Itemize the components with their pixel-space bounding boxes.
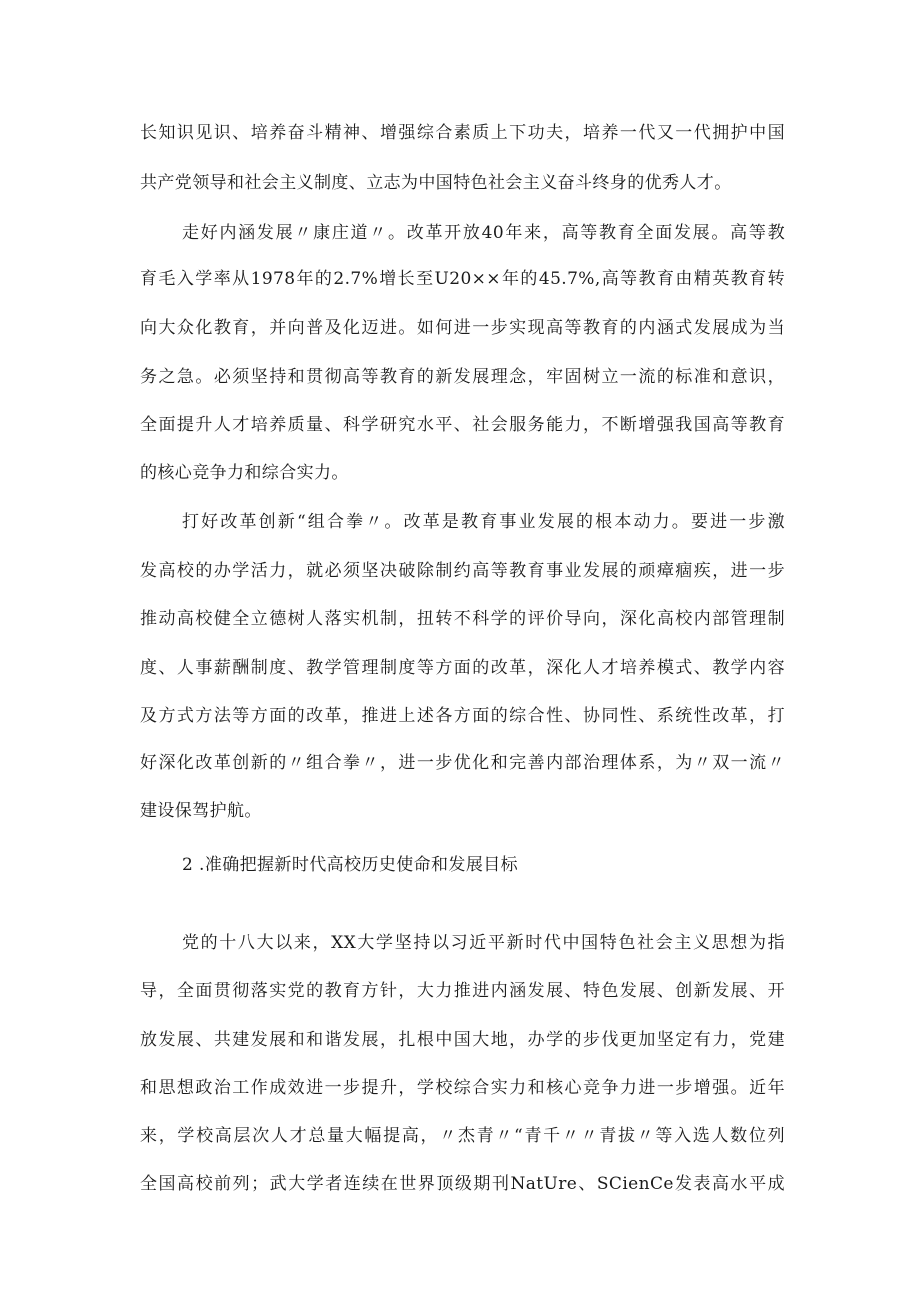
para2-line-5: 全面提升人才培养质量、科学研究水平、社会服务能力，不断增强我国高等教育 [140,415,785,435]
para2-line-4: 务之急。必须坚持和贯彻高等教育的新发展理念，牢固树立一流的标准和意识， [140,367,785,387]
para3-line-5: 及方式方法等方面的改革，推进上述各方面的综合性、协同性、系统性改革，打 [140,706,785,726]
para4-line-2: 导，全面贯彻落实党的教育方针，大力推进内涵发展、特色发展、创新发展、开 [140,981,785,1001]
para3-line-1: 打好改革创新“组合拳〃。改革是教育事业发展的根本动力。要进一步激 [182,512,785,532]
para3-line-4: 度、人事薪酬制度、教学管理制度等方面的改革，深化人才培养模式、教学内容 [140,658,785,678]
para4-line-5: 来，学校高层次人才总量大幅提高，〃杰青〃“青千〃〃青拔〃等入选人数位列 [140,1126,785,1146]
para1-line-1: 长知识见识、培养奋斗精神、增强综合素质上下功夫，培养一代又一代拥护中国 [140,123,785,143]
para2-line-3: 向大众化教育，并向普及化迈进。如何进一步实现高等教育的内涵式发展成为当 [140,318,785,338]
para3-line-6: 好深化改革创新的〃组合拳〃，进一步优化和完善内部治理体系，为〃双一流〃 [140,753,785,773]
para3-line-2: 发高校的办学活力，就必须坚决破除制约高等教育事业发展的顽瘴痼疾，进一步 [140,561,785,581]
para2-line-2: 育毛入学率从1978年的2.7%增长至U20××年的45.7%,高等教育由精英教育转 [140,269,785,289]
para2-line-6: 的核心竞争力和综合实力。 [140,463,349,483]
para3-line-7: 建设保驾护航。 [140,801,262,821]
para2-line-1: 走好内涵发展〃康庄道〃。改革开放40年来，高等教育全面发展。高等教 [182,223,785,243]
para4-line-1: 党的十八大以来，XX大学坚持以习近平新时代中国特色社会主义思想为指 [182,933,785,953]
para3-line-3: 推动高校健全立德树人落实机制，扭转不科学的评价导向，深化高校内部管理制 [140,609,785,629]
para4-line-4: 和思想政治工作成效进一步提升，学校综合实力和核心竞争力进一步增强。近年 [140,1078,785,1098]
para4-line-3: 放发展、共建发展和和谐发展，扎根中国大地，办学的步伐更加坚定有力，党建 [140,1030,785,1050]
para1-line-2: 共产党领导和社会主义制度、立志为中国特色社会主义奋斗终身的优秀人才。 [140,173,732,193]
para4-line-6: 全国高校前列；武大学者连续在世界顶级期刊NatUre、SCienCe发表高水平成 [140,1174,785,1194]
section-heading: 2 .准确把握新时代高校历史使命和发展目标 [182,855,519,875]
